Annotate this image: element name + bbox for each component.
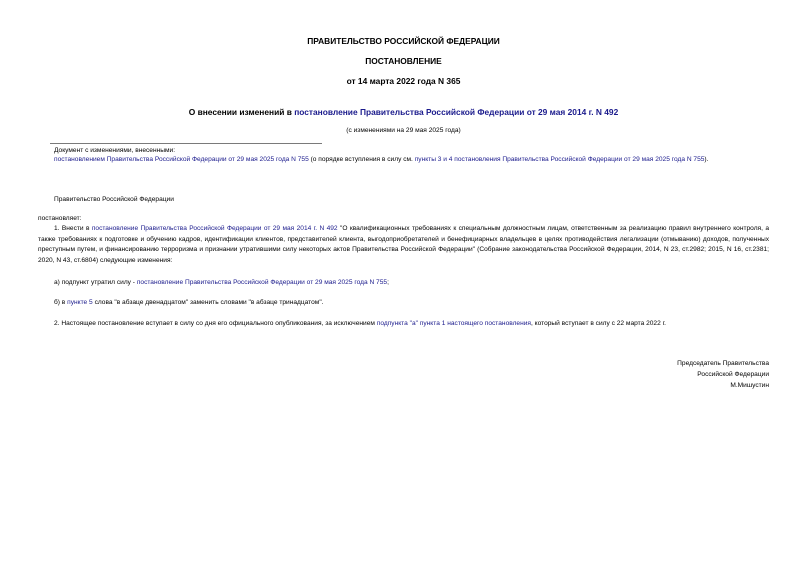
signature-title-1: Председатель Правительства bbox=[677, 360, 769, 367]
p2-end: , который вступает в силу с 22 марта 2022 г. bbox=[531, 320, 667, 327]
header-date-number: от 14 марта 2022 года N 365 bbox=[346, 76, 461, 86]
decrees-line: постановляет: bbox=[38, 215, 82, 222]
changes-label: Документ с изменениями, внесенными: bbox=[54, 147, 176, 154]
document-title bbox=[0, 107, 807, 117]
item-b bbox=[54, 298, 324, 309]
paragraph-2 bbox=[54, 319, 666, 330]
p1-link[interactable]: постановление Правительства Российской Федерации от 29 мая 2014 г. N 492 bbox=[91, 225, 338, 232]
item-b-start: б) в bbox=[54, 299, 68, 306]
header-doc-type: ПОСТАНОВЛЕНИЕ bbox=[365, 56, 442, 66]
paragraph-1 bbox=[38, 224, 769, 266]
p1-rest: "О квалификационных требованиях к специальным должностным лицам, ответственным за реализацию правил внутреннего контроля, а также требованиях к подготовке и обучению кадров, идентификации клиентов, представителей клиента, выгодоприобретателей и бенефициарных владельцев в целях противодействия легализации (отмыванию) доходов, полученных преступным путем, и финансированию терроризма и признании утратившими силу некоторых актов Правительства Российской Федерации" (Собрание законодательства Российской Федерации, 2014, N 23, ст.2982; 2015, N 16, ст.2381; 2020, N 43, ст.6804) следующие изменения: bbox=[38, 225, 769, 264]
changes-text-2: ). bbox=[704, 156, 709, 163]
title-link[interactable]: постановление Правительства Российской Федерации от 29 мая 2014 г. N 492 bbox=[294, 107, 619, 117]
item-a-end: ; bbox=[387, 279, 389, 286]
item-a-start: а) подпункт утратил силу - bbox=[54, 279, 137, 286]
p1-start: 1. Внести в bbox=[54, 225, 92, 232]
item-a-link[interactable]: постановление Правительства Российской Федерации от 29 мая 2025 года N 755 bbox=[136, 279, 388, 286]
divider bbox=[50, 143, 322, 144]
changes-link-decree[interactable]: постановлением Правительства Российской Федерации от 29 мая 2025 года N 755 bbox=[54, 156, 309, 163]
p2-start: 2. Настоящее постановление вступает в силу со дня его официального опубликования, за исключением bbox=[54, 320, 377, 327]
changes-link-points[interactable]: пункты 3 и 4 постановления Правительства Российской Федерации от 29 мая 2025 года N 755 bbox=[414, 156, 705, 163]
signature-name: М.Мишустин bbox=[730, 382, 769, 389]
government-line: Правительство Российской Федерации bbox=[54, 196, 174, 203]
p2-link[interactable]: подпункта "а" пункта 1 настоящего постановления bbox=[376, 320, 531, 327]
header-org: ПРАВИТЕЛЬСТВО РОССИЙСКОЙ ФЕДЕРАЦИИ bbox=[307, 36, 500, 46]
signature-title-2: Российской Федерации bbox=[697, 371, 769, 378]
title-prefix: О внесении изменений в bbox=[188, 107, 295, 117]
changes-line bbox=[54, 155, 708, 164]
item-b-link[interactable]: пункте 5 bbox=[67, 299, 93, 306]
changes-text-1: (о порядке вступления в силу см. bbox=[308, 156, 415, 163]
edition-note: (с изменениями на 29 мая 2025 года) bbox=[346, 127, 461, 134]
item-a bbox=[54, 278, 389, 289]
item-b-end: слова "в абзаце двенадцатом" заменить словами "в абзаце тринадцатом". bbox=[92, 299, 324, 306]
